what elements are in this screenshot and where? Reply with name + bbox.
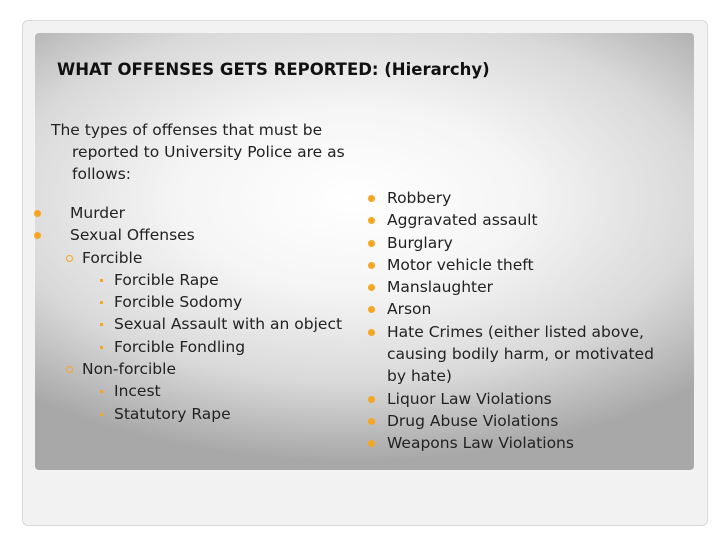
list-item: Forcible Rape [34,269,364,291]
list-item: Murder [34,202,364,224]
bullet-icon [34,232,41,239]
square-bullet-icon [100,323,103,326]
list-item: Statutory Rape [34,403,364,425]
intro-text: The types of offenses that must be reported to University Police are as follows: [51,121,345,183]
hollow-bullet-icon [66,255,73,262]
square-bullet-icon [100,390,103,393]
bullet-icon [368,195,375,202]
list-item: Liquor Law Violations [368,388,658,410]
bullet-icon [368,396,375,403]
square-bullet-icon [100,413,103,416]
list-item: Robbery [368,187,658,209]
list-item: Arson [368,298,658,320]
list-item: Forcible [34,247,364,269]
bullet-icon [368,240,375,247]
right-offense-list [368,187,658,455]
hollow-bullet-icon [66,366,73,373]
square-bullet-icon [100,346,103,349]
list-item: Forcible Sodomy [34,291,364,313]
list-item: Sexual Assault with an object [34,313,364,335]
square-bullet-icon [100,301,103,304]
list-item: Non-forcible [34,358,364,380]
list-item: Manslaughter [368,276,658,298]
list-item: Aggravated assault [368,209,658,231]
list-item: Weapons Law Violations [368,432,658,454]
list-item: Hate Crimes (either listed above, causing bodily harm, or motivated by hate) [368,321,658,388]
list-item: Drug Abuse Violations [368,410,658,432]
list-item: Burglary [368,232,658,254]
list-item: Forcible Fondling [34,336,364,358]
bullet-icon [34,210,41,217]
list-item: Sexual Offenses [34,224,364,246]
bullet-icon [368,418,375,425]
bullet-icon [368,306,375,313]
slide-title: WHAT OFFENSES GETS REPORTED: (Hierarchy) [57,60,490,79]
bullet-icon [368,217,375,224]
bullet-icon [368,262,375,269]
bullet-icon [368,440,375,447]
square-bullet-icon [100,279,103,282]
bullet-icon [368,284,375,291]
list-item: Incest [34,380,364,402]
left-offense-list [34,202,364,425]
bullet-icon [368,329,375,336]
list-item: Motor vehicle theft [368,254,658,276]
